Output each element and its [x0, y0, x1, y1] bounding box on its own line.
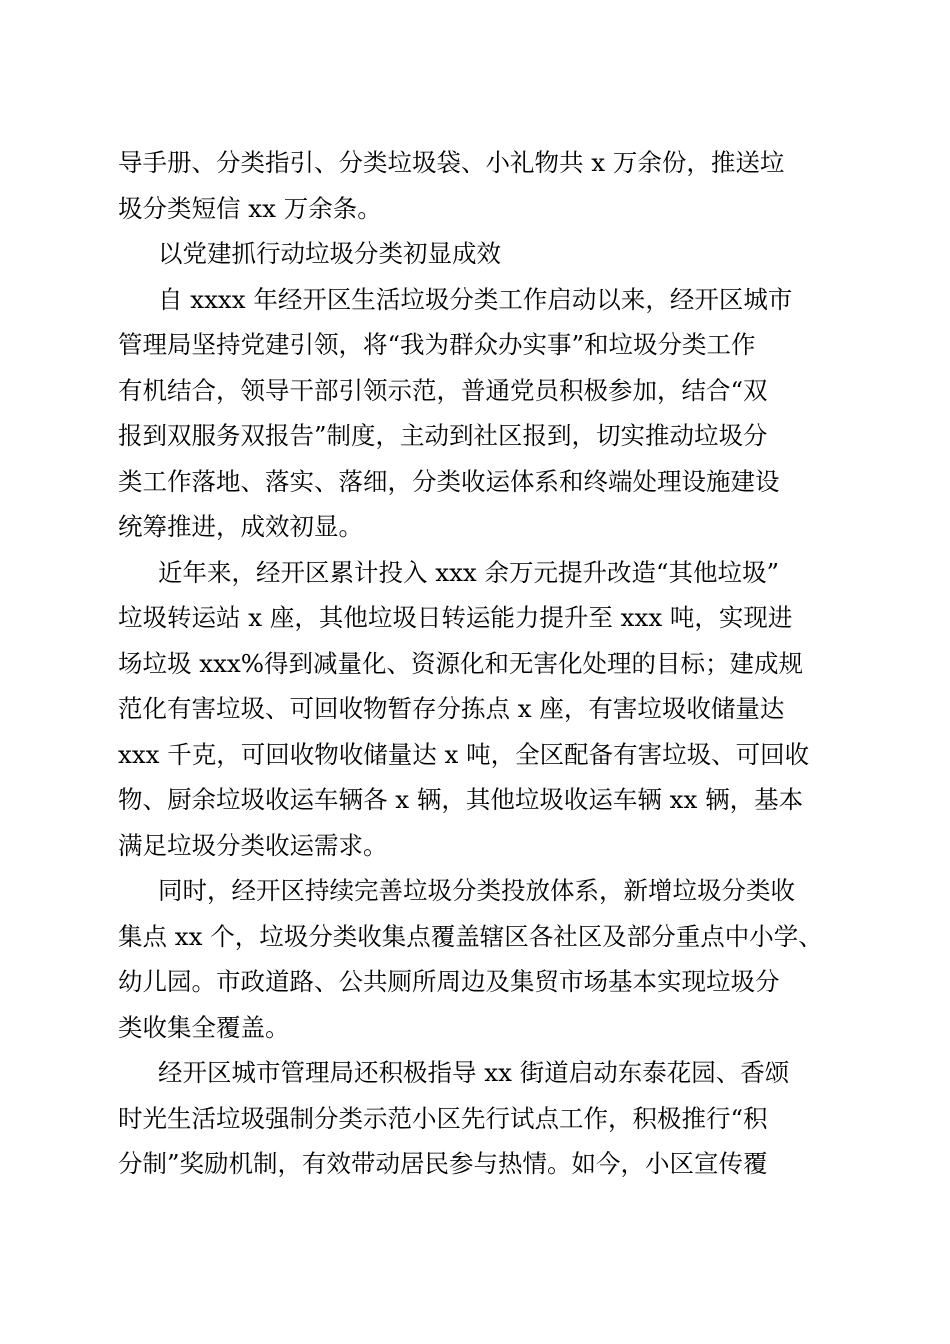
document-body — [118, 140, 830, 1187]
text-line: 集点 xx 个，垃圾分类收集点覆盖辖区各社区及部分重点中小学、 — [118, 921, 823, 951]
paragraph-continued — [118, 140, 830, 231]
section-heading — [118, 231, 830, 277]
text-line: 经开区城市管理局还积极指导 xx 街道启动东泰花园、香颂 — [158, 1058, 790, 1087]
text-line: 类收集全覆盖。 — [118, 1012, 290, 1042]
text-line: 圾分类短信 xx 万余条。 — [118, 193, 382, 223]
text-line: 报到双服务双报告”制度，主动到社区报到，切实推动垃圾分 — [118, 421, 768, 450]
text-line: 垃圾转运站 x 座，其他垃圾日转运能力提升至 xxx 吨，实现进 — [118, 603, 793, 632]
text-line: 分制”奖励机制，有效带动居民参与热情。如今，小区宣传覆 — [118, 1149, 768, 1178]
text-line: 满足垃圾分类收运需求。 — [118, 830, 388, 860]
text-line: 类工作落地、落实、落细，分类收运体系和终端处理设施建设 — [118, 466, 780, 496]
text-line: 场垃圾 xxx%得到减量化、资源化和无害化处理的目标；建成规 — [118, 648, 804, 678]
paragraph-investment — [118, 550, 830, 869]
paragraph-overview — [118, 277, 830, 550]
text-line: 管理局坚持党建引领，将“我为群众办实事”和垃圾分类工作 — [118, 330, 756, 359]
text-line: 范化有害垃圾、可回收物暂存分拣点 x 座，有害垃圾收储量达 — [118, 694, 785, 723]
text-line: 幼儿园。市政道路、公共厕所周边及集贸市场基本实现垃圾分 — [118, 967, 780, 996]
text-line: 近年来，经开区累计投入 xxx 余万元提升改造“其他垃圾” — [158, 557, 780, 587]
text-line: 导手册、分类指引、分类垃圾袋、小礼物共 x 万余份，推送垃 — [118, 148, 785, 177]
text-line: 同时，经开区持续完善垃圾分类投放体系，新增垃圾分类收 — [158, 876, 795, 905]
text-line: 物、厨余垃圾收运车辆各 x 辆，其他垃圾收运车辆 xx 辆，基本 — [118, 785, 804, 814]
text-line: 有机结合，领导干部引领示范，普通党员积极参加，结合“双 — [118, 375, 768, 405]
text-line: 统筹推进，成效初显。 — [118, 512, 363, 541]
heading-line: 以党建抓行动垃圾分类初显成效 — [158, 239, 501, 268]
paragraph-collection-points — [118, 868, 830, 1050]
text-line: xxx 千克，可回收物收储量达 x 吨，全区配备有害垃圾、可回收 — [118, 739, 810, 769]
paragraph-pilot — [118, 1050, 830, 1187]
text-line: 自 xxxx 年经开区生活垃圾分类工作启动以来，经开区城市 — [158, 284, 793, 314]
text-line: 时光生活垃圾强制分类示范小区先行试点工作，积极推行“积 — [118, 1103, 768, 1133]
